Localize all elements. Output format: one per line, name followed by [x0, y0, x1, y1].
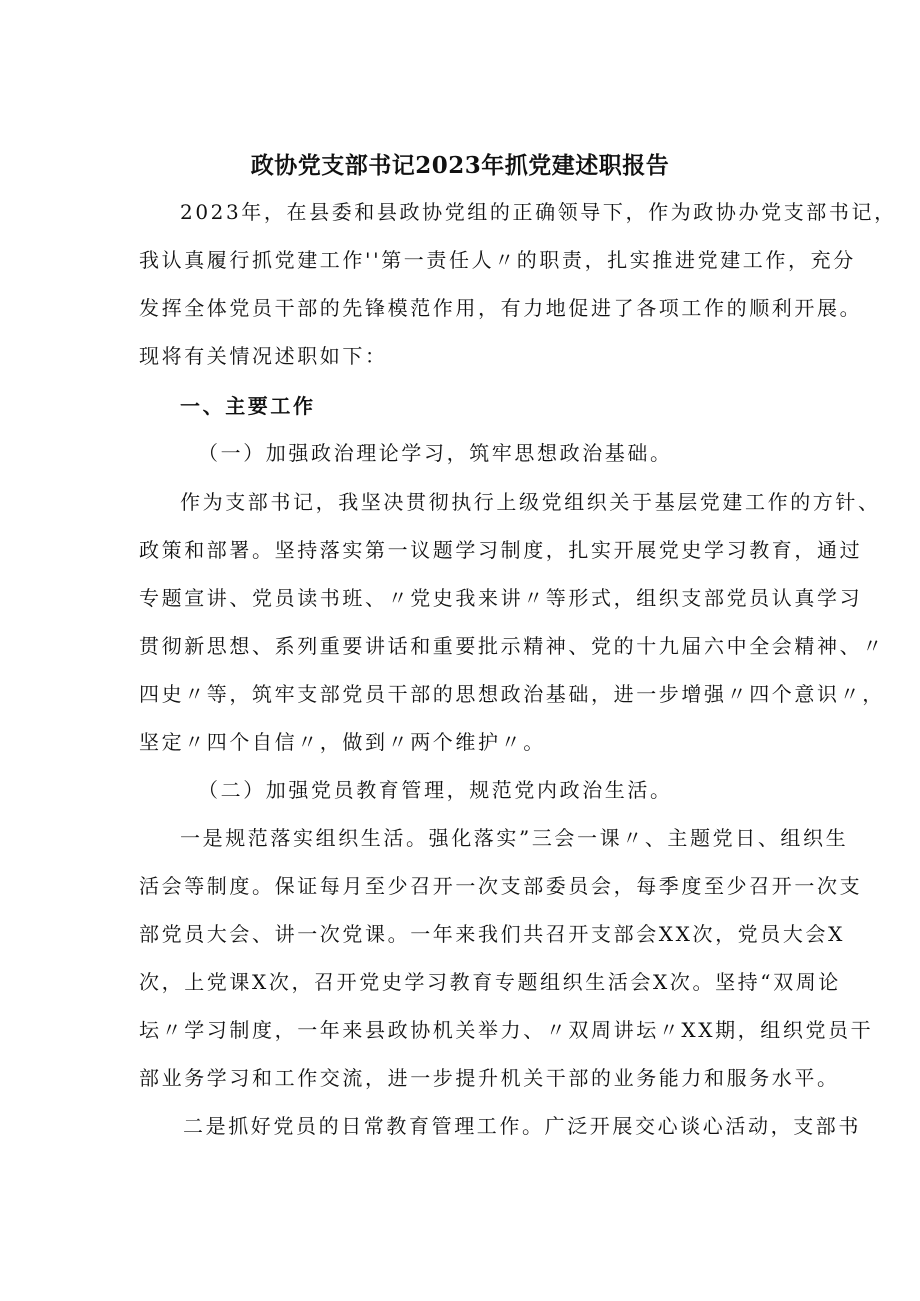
section-heading: 一、主要工作	[180, 394, 316, 418]
paragraph-line: 2023年，在县委和县政协党组的正确领导下，作为政协办党支部书记，	[180, 200, 897, 224]
paragraph-line: 次，上党课X次，召开党史学习教育专题组织生活会X次。坚持“双周论	[139, 970, 841, 994]
paragraph-line: 部业务学习和工作交流，进一步提升机关干部的业务能力和服务水平。	[139, 1066, 840, 1090]
paragraph-line: 坛〃学习制度，一年来县政协机关举力、〃双周讲坛〃XX期，组织党员干	[139, 1018, 874, 1042]
paragraph-line: 作为支部书记，我坚决贯彻执行上级党组织关于基层党建工作的方针、	[180, 490, 881, 514]
paragraph-line: 部党员大会、讲一次党课。一年来我们共召开支部会XX次，党员大会X	[139, 922, 845, 946]
paragraph-line: 一是规范落实组织生活。强化落实”三会一课〃、主题党日、组织生	[180, 826, 849, 850]
subsection-heading: （二）加强党员教育管理，规范党内政治生活。	[198, 778, 673, 802]
paragraph-line: 贯彻新思想、系列重要讲话和重要批示精神、党的十九届六中全会精神、〃	[139, 634, 885, 658]
paragraph-line: 专题宣讲、党员读书班、〃党史我来讲〃等形式，组织支部党员认真学习	[139, 586, 863, 610]
paragraph-line: 政策和部署。坚持落实第一议题学习制度，扎实开展党史学习教育，通过	[139, 538, 863, 562]
paragraph-line: 活会等制度。保证每月至少召开一次支部委员会，每季度至少召开一次支	[139, 874, 863, 898]
paragraph-line: 四史〃等，筑牢支部党员干部的思想政治基础，进一步增强〃四个意识〃，	[139, 682, 885, 706]
document-title: 政协党支部书记2023年抓党建述职报告	[250, 152, 670, 179]
paragraph-line: 我认真履行抓党建工作''第一责任人〃的职责，扎实推进党建工作，充分	[139, 248, 856, 272]
paragraph-line: 发挥全体党员干部的先锋模范作用，有力地促进了各项工作的顺利开展。	[139, 296, 863, 320]
subsection-heading: （一）加强政治理论学习，筑牢思想政治基础。	[198, 441, 673, 465]
paragraph-line: 坚定〃四个自信〃，做到〃两个维护〃。	[139, 730, 546, 754]
paragraph-line: 二是抓好党员的日常教育管理工作。广泛开展交心谈心活动，支部书	[183, 1114, 861, 1138]
paragraph-line: 现将有关情况述职如下：	[139, 344, 388, 368]
